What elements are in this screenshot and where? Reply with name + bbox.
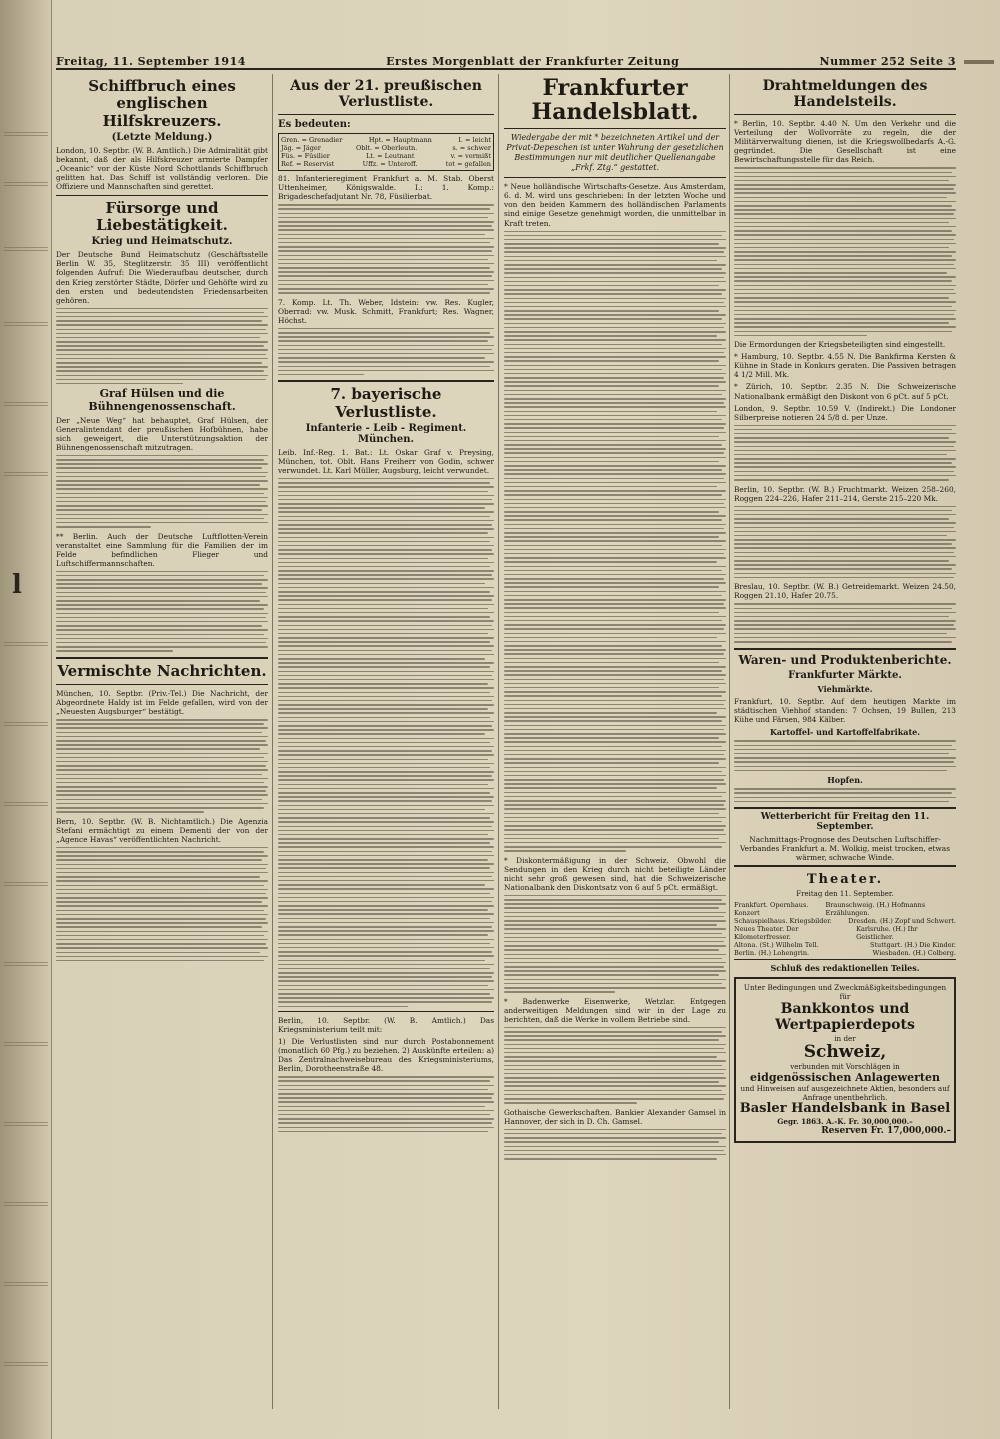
ministry-notice-detail: 1) Die Verlustlisten sind nur durch Postabonnement (monatlich 60 Pfg.) zu beziehen. 2) Auskünfte erteilen: a) Das Zentralnachweisebureau des Kriegsministeriums, Berlin, Dorotheenstraße 48. (278, 1037, 494, 1074)
legend-row: Füs. = Füsilier Lt. = Leutnant v. = vermißt (281, 152, 491, 161)
headline-handelsblatt: Frankfurter Handelsblatt. (531, 75, 699, 126)
ministry-notice: Berlin, 10. Septbr. (W. B. Amtlich.) Das Kriegsministerium teilt mit: (278, 1016, 494, 1035)
article-swiss-discount: * Diskontermäßigung in der Schweiz. Obwohl die Sendungen in den Krieg durch nicht beteiligte Länder nicht sehr groß gewesen sind, hat die Schweizerische Nationalbank den Diskontsatz von 6 auf 5 pCt. ermäßigt. (504, 855, 726, 892)
ad-headline: Bankkontos und Wertpapierdepots (775, 1001, 915, 1034)
header-title: Erstes Morgenblatt der Frankfurter Zeitung (386, 55, 680, 68)
market-berlin: Berlin, 10. Septbr. (W. B.) Fruchtmarkt. Weizen 258–260, Roggen 224–226, Hafer 211–214, Gerste 215–220 Mk. (734, 484, 956, 503)
subhead-hops: Hopfen. (827, 775, 863, 786)
subhead-frankfurt-markets: Frankfurter Märkte. (788, 670, 902, 682)
headline-commodities: Waren- und Produktenberichte. (738, 652, 952, 667)
ad-headline: eidgenössischen Anlagewerten (749, 1071, 941, 1085)
ad-line: Unter Bedingungen und Zweckmäßigkeitsbedingungen für (743, 983, 947, 1002)
subhead-livestock: Viehmärkte. (817, 684, 873, 695)
column-3 (504, 74, 726, 1409)
text-block (56, 719, 268, 813)
text-block (56, 455, 268, 528)
theater-listing (734, 865, 956, 960)
ad-reserves: Reserven Fr. 17,000,000.– (821, 1126, 951, 1137)
ad-headline: Schweiz, (803, 1041, 887, 1062)
legend-row: Jäg. = Jäger Oblt. = Oberleutn. s. = schwer (281, 144, 491, 153)
text-block (504, 1129, 726, 1160)
legend-row: Gren. = Grenadier Hpt. = Hauptmann I. = leicht (281, 136, 491, 145)
headline-prussian-casualties: Aus der 21. preußischen Verlustliste. (290, 78, 482, 111)
column-1 (56, 74, 268, 1409)
text-block (278, 204, 494, 293)
reprint-notice: Wiedergabe der mit * bezeichneten Artikel und der Privat-Depeschen ist unter Wahrung der gesetzlichen Bestimmungen nur mit deutlicher Quellenangabe „Frkf. Ztg.“ gestattet. (506, 133, 724, 173)
wire-london: London, 9. Septbr. 10.59 V. (Indirekt.) Die Londoner Silberpreise notieren 24 5/8 d. per Unze. (734, 403, 956, 422)
article-heimatschutz: Der Deutsche Bund Heimatschutz (Geschäftsstelle Berlin W. 35, Steglitzerstr. 35 III) veröffentlicht folgenden Aufruf: Die Wiederaufbau deutscher, durch den Krieg zerstörter Städte, Dörfer und Gehöfte wird zu den ersten und bedeutendsten Friedensarbeiten gehören. (56, 250, 268, 305)
text-block (734, 740, 956, 771)
legend-row: Ref. = Reservist Uffz. = Unteroff. tot = gefallen (281, 160, 491, 169)
editorial-end-note: Schluß des redaktionellen Teiles. (770, 963, 920, 974)
headline-wire-reports: Drahtmeldungen des Handelsteils. (762, 78, 928, 111)
ad-line: verbunden mit Vorschlägen in (790, 1062, 900, 1072)
legend-title: Es bedeuten: (278, 119, 351, 131)
theater-row: Frankfurt. Opernhaus. Konzert Braunschweig. (H.) Hofmanns Erzählungen. (734, 901, 926, 918)
theater-title: Theater. (806, 872, 884, 888)
text-block (734, 788, 956, 802)
text-block (278, 328, 494, 376)
subhead-heimatschutz: Krieg und Heimatschutz. (91, 236, 233, 248)
text-block (504, 895, 726, 993)
article-wetzlar: * Badenwerke Eisenwerke, Wetzlar. Entgegen anderweitigen Meldungen sind wir in der Lage zu berichten, daß die Werke in vollem Betriebe sind. (504, 996, 726, 1024)
article-huelsen: Der „Neue Weg“ hat behauptet, Graf Hülsen, der Generalintendant der preußischen Hofbühnen, habe sich geweigert, die Unterstützungsaktion der Bühnengenossenschaft mitzutragen. (56, 415, 268, 452)
text-block (504, 231, 726, 852)
weather-title: Wetterbericht für Freitag den 11. September. (760, 812, 930, 833)
column-4 (734, 74, 956, 1409)
headline-welfare: Fürsorge und Liebestätigkeit. (96, 198, 228, 235)
subhead-potatoes: Kartoffel- und Kartoffelfabrikate. (769, 727, 921, 738)
text-block (278, 1076, 494, 1132)
header-date: Freitag, 11. September 1914 (56, 55, 246, 68)
subhead-last-report: (Letzte Meldung.) (111, 131, 213, 143)
article-muenchen: München, 10. Septbr. (Priv.-Tel.) Die Nachricht, der Abgeordnete Haldy ist im Felde gefallen, wird von der „Neuesten Augsburger“ bestätigt. (56, 689, 268, 717)
ad-capital: Gegr. 1863. A.-K. Fr. 30,000,000.– (777, 1117, 913, 1127)
column-2 (278, 74, 494, 1409)
theater-row: Altona. (St.) Wilhelm Tell. Stuttgart. (H.) Die Kinder. (734, 941, 956, 950)
headline-miscellaneous: Vermischte Nachrichten. (57, 661, 267, 680)
text-block (734, 506, 956, 579)
headline-bavarian-casualties: 7. bayerische Verlustliste. (330, 385, 442, 421)
wire-zurich: * Zürich, 10. Septbr. 2.35 N. Die Schweizerische Nationalbank ermäßigt den Diskont von 6 pCt. auf 5 pCt. (734, 382, 956, 401)
abbreviation-legend (278, 133, 494, 171)
theater-row: Berlin. (H.) Lohengrin. Wiesbaden. (H.) Colberg. (734, 949, 956, 958)
text-block (56, 571, 268, 652)
article-bern: Bern, 10. Septbr. (W. B. Nichtamtlich.) Die Agenzia Stefani ermächtigt zu einem Dementi der von der „Agence Havas“ veröffentlichten Nachricht. (56, 816, 268, 844)
ad-line: in der (834, 1033, 856, 1043)
text-block (504, 1027, 726, 1104)
advertisement-basler-handelsbank (734, 977, 956, 1143)
casualty-list-81: 81. Infanterieregiment Frankfurt a. M. Stab. Oberst Uttenheimer, Königswalde. I.: 1. Komp.: Brigadeschefadjutant Nr. 78, Füsilierbat. (278, 174, 494, 202)
wire-hamburg: * Hamburg, 10. Septbr. 4.55 N. Die Bankfirma Kersten & Kühne in Stade in Konkurs geraten. Die Passiven betragen 4 1/2 Mill. Mk. (734, 352, 956, 380)
article-shipwreck: London, 10. Septbr. (W. B. Amtlich.) Die Admiralität gibt bekannt, daß der als Hilfskreuzer armierte Dampfer „Oceanic“ vor der Küste Nord Schottlands Schiffbruch gelitten hat. Das Schiff ist vollständig verloren. Die Offiziere und Mannschaften sind gerettet. (56, 145, 268, 191)
article-dutch-laws: * Neue holländische Wirtschafts-Gesetze. Aus Amsterdam, 6. d. M. wird uns geschrieben: In der letzten Woche und von den beiden Kammern des holländischen Parlaments sind einige Gesetze genehmigt worden, die unmittelbar in Kraft treten. (504, 182, 726, 228)
corner-mark (964, 60, 994, 64)
text-block (278, 478, 494, 1007)
text-block (734, 603, 956, 642)
article-luftflotte: ** Berlin. Auch der Deutsche Luftflotten-Verein veranstaltet eine Sammlung für die Familien der im Felde befindlichen Flieger und Luftschiffermannschaften. (56, 531, 268, 568)
subhead-leib-regiment: Infanterie - Leib - Regiment. München. (305, 422, 467, 445)
article-gotha: Gothaische Gewerkschaften. Bankier Alexander Gamsel in Hannover, der sich in D. Ch. Gamsel. (504, 1107, 726, 1126)
theater-date: Freitag den 11. September. (796, 890, 894, 899)
column-rule (272, 74, 273, 1409)
weather-forecast: Nachmittags-Prognose des Deutschen Luftschiffer-Verbandes Frankfurt a. M. Wolkig, meist trocken, etwas wärmer, schwache Winde. (739, 835, 951, 863)
text-block (734, 167, 956, 336)
ad-line: und Hinweisen auf ausgezeichnete Aktien, besonders auf Anfrage unentbehrlich. (740, 1084, 950, 1103)
text-block (56, 308, 268, 385)
casualty-list-bavarian: Leib. Inf.-Reg. 1. Bat.: Lt. Oskar Graf v. Preysing, München, tot. Oblt. Hans Freiherr von Godin, schwer verwundet. Lt. Karl Müller, Augsburg, leicht verwundet. (278, 447, 494, 475)
headline-shipwreck: Schiffbruch eines englischen Hilfskreuzers. (88, 77, 236, 130)
wire-notice: Die Ermordungen der Kriegsbeteiligten sind eingestellt. (734, 340, 946, 350)
column-rule (498, 74, 499, 1409)
theater-row: Schauspielhaus. Kriegsbilder. Dresden. (H.) Zopf und Schwert. (734, 917, 956, 926)
casualty-list-7komp: 7. Komp. Lt. Th. Weber, Idstein: vw. Res. Kugler, Oberrad: vw. Musk. Schmitt, Frankfurt; Res. Wagner, Höchst. (278, 297, 494, 325)
headline-huelsen: Graf Hülsen und die Bühnengenossenschaft. (88, 387, 236, 414)
livestock-report: Frankfurt, 10. Septbr. Auf dem heutigen Markte im städtischen Viehhof standen: 7 Ochsen, 19 Bullen, 213 Kühe und Färsen, 984 Kälber. (734, 697, 956, 725)
text-block (734, 425, 956, 481)
header-issue: Nummer 252 Seite 3 (819, 55, 956, 68)
wire-berlin-wool: * Berlin, 10. Septbr. 4.40 N. Um den Verkehr und die Verteilung der Wollvorräte zu regeln, die der Militärverwaltung dienen, ist die Kriegswollbedarfs A.-G. gegründet. Die Gesellschaft ist eine Bewirtschaftungsstelle für das Reich. (734, 119, 956, 165)
market-breslau: Breslau, 10. Septbr. (W. B.) Getreidemarkt. Weizen 24.50, Roggen 21.10, Hafer 20.75. (734, 582, 956, 601)
binding-strip: l (0, 0, 52, 1439)
ad-bank-name: Basler Handelsbank in Basel (739, 1101, 951, 1117)
column-rule (729, 74, 730, 1409)
text-block (56, 847, 268, 962)
theater-row: Neues Theater. Der Kilometerfresser. Karlsruhe. (H.) Ihr Geistlicher. (734, 925, 918, 942)
page-header (56, 52, 956, 70)
